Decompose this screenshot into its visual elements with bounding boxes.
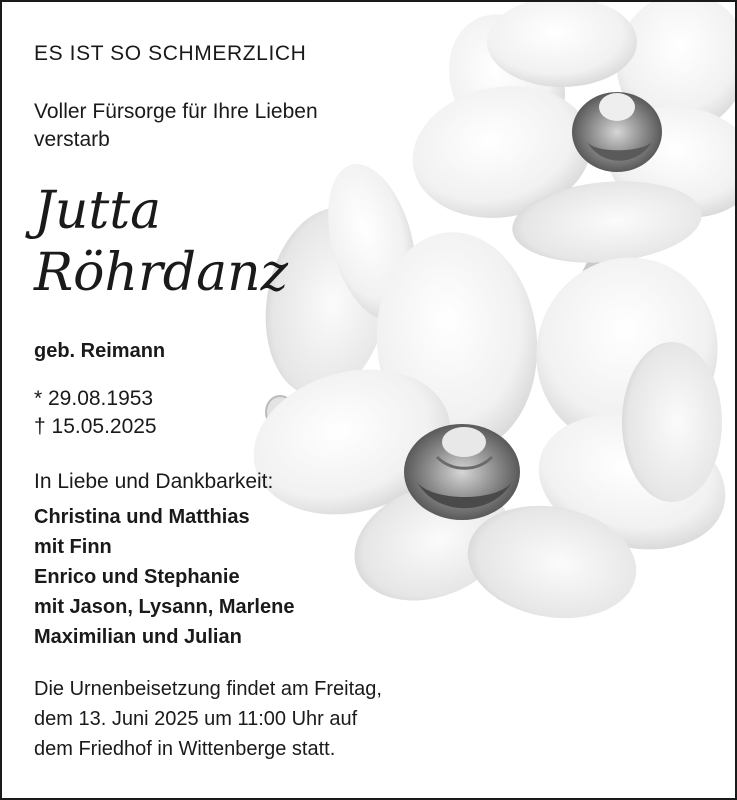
first-name: Jutta <box>34 181 162 241</box>
family-line: Enrico und Stephanie <box>34 566 240 588</box>
family-line: mit Jason, Lysann, Marlene <box>34 596 295 618</box>
family-line: Maximilian und Julian <box>34 626 242 648</box>
intro-line: Voller Fürsorge für Ihre Lieben <box>34 100 318 123</box>
family-list <box>34 502 294 652</box>
funeral-line: dem 13. Juni 2025 um 11:00 Uhr auf <box>34 708 358 730</box>
family-line: mit Finn <box>34 536 112 558</box>
funeral-info <box>34 674 382 764</box>
family-intro: In Liebe und Dankbarkeit: <box>34 470 274 493</box>
deceased-name <box>34 180 288 304</box>
intro-text <box>34 98 318 154</box>
funeral-line: dem Friedhof in Wittenberge statt. <box>34 738 336 760</box>
intro-line: verstarb <box>34 128 110 151</box>
life-dates <box>34 385 157 441</box>
family-line: Christina und Matthias <box>34 506 250 528</box>
last-name: Röhrdanz <box>34 243 288 303</box>
funeral-line: Die Urnenbeisetzung findet am Freitag, <box>34 678 382 700</box>
death-date: † 15.05.2025 <box>34 415 157 438</box>
orchid-flowers-icon <box>252 2 735 642</box>
notice-heading: ES IST SO SCHMERZLICH <box>34 42 307 65</box>
birth-date: * 29.08.1953 <box>34 387 154 410</box>
maiden-name: geb. Reimann <box>34 340 166 362</box>
